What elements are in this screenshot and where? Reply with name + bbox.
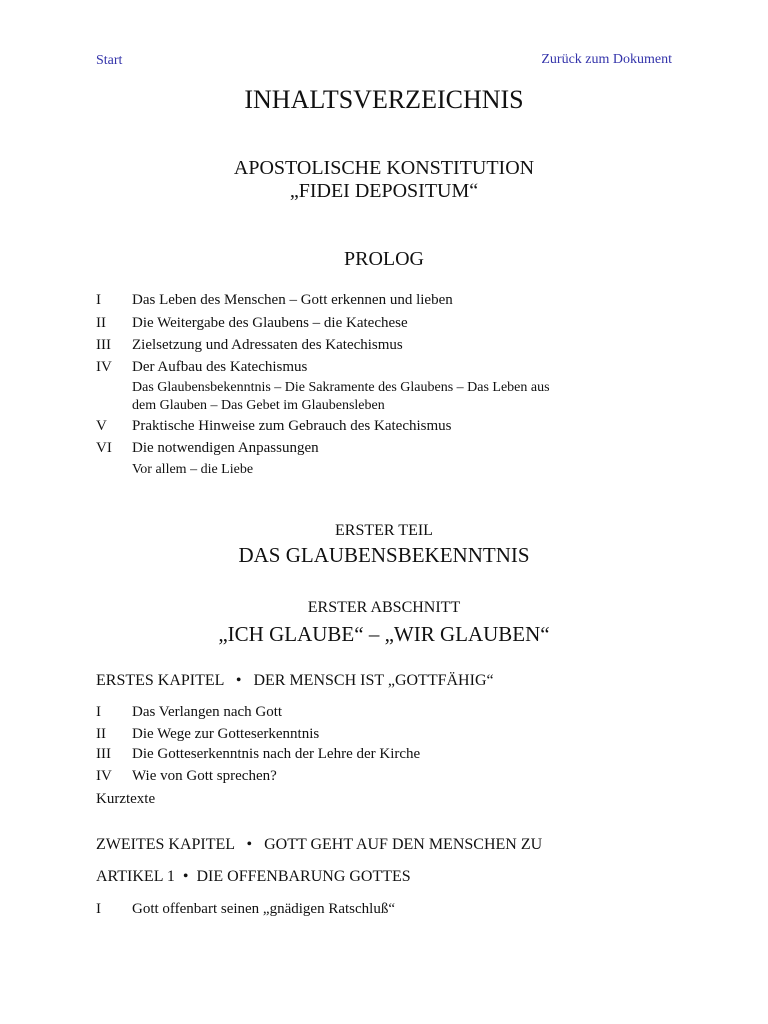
back-to-document-link[interactable]: Zurück zum Dokument (541, 52, 672, 67)
toc-subentry[interactable]: dem Glauben – Das Gebet im Glaubensleben (132, 398, 385, 413)
section-title: „ICH GLAUBE“ – „WIR GLAUBEN“ (218, 622, 550, 646)
chapter-heading[interactable]: ZWEITES KAPITEL • GOTT GEHT AUF DEN MENSCHEN ZU (96, 836, 543, 853)
toc-entry[interactable]: Die Wege zur Gotteserkenntnis (132, 726, 320, 742)
toc-subentry[interactable]: Vor allem – die Liebe (132, 462, 254, 477)
section-label: ERSTER ABSCHNITT (307, 599, 461, 616)
toc-num: I (96, 901, 101, 917)
start-link[interactable]: Start (96, 53, 123, 68)
constitution-heading: APOSTOLISCHE KONSTITUTION (233, 157, 535, 179)
toc-num: II (96, 315, 106, 331)
part-label: ERSTER TEIL (335, 522, 433, 539)
toc-entry[interactable]: Gott offenbart seinen „gnädigen Ratschluß“ (132, 901, 395, 917)
toc-num: IV (96, 359, 112, 375)
toc-entry[interactable]: Das Verlangen nach Gott (132, 704, 283, 720)
prolog-heading: PROLOG (343, 248, 424, 270)
toc-entry[interactable]: Der Aufbau des Katechismus (132, 359, 308, 375)
toc-entry[interactable]: Die Gotteserkenntnis nach der Lehre der Kirche (132, 746, 421, 762)
toc-num: I (96, 704, 101, 720)
toc-num: V (96, 418, 107, 434)
toc-entry[interactable]: Die Weitergabe des Glaubens – die Katechese (132, 315, 408, 331)
toc-num: VI (96, 440, 112, 456)
part-title: DAS GLAUBENSBEKENNTNIS (238, 543, 530, 567)
chapter-heading[interactable]: ERSTES KAPITEL • DER MENSCH IST „GOTTFÄHIG“ (96, 672, 494, 689)
toc-entry[interactable]: Die notwendigen Anpassungen (132, 440, 319, 456)
toc-num: I (96, 292, 101, 308)
toc-num: III (96, 337, 111, 353)
page-title: INHALTSVERZEICHNIS (244, 85, 524, 114)
toc-subentry[interactable]: Das Glaubensbekenntnis – Die Sakramente des Glaubens – Das Leben aus (132, 380, 550, 395)
toc-entry[interactable]: Zielsetzung und Adressaten des Katechismus (132, 337, 403, 353)
toc-entry[interactable]: Wie von Gott sprechen? (132, 768, 277, 784)
toc-num: II (96, 726, 106, 742)
summary-entry[interactable]: Kurztexte (96, 791, 156, 807)
constitution-subheading: „FIDEI DEPOSITUM“ (289, 180, 479, 202)
toc-num: IV (96, 768, 112, 784)
toc-entry[interactable]: Praktische Hinweise zum Gebrauch des Katechismus (132, 418, 452, 434)
toc-entry[interactable]: Das Leben des Menschen – Gott erkennen und lieben (132, 292, 453, 308)
toc-num: III (96, 746, 111, 762)
article-heading[interactable]: ARTIKEL 1 • DIE OFFENBARUNG GOTTES (96, 868, 411, 885)
